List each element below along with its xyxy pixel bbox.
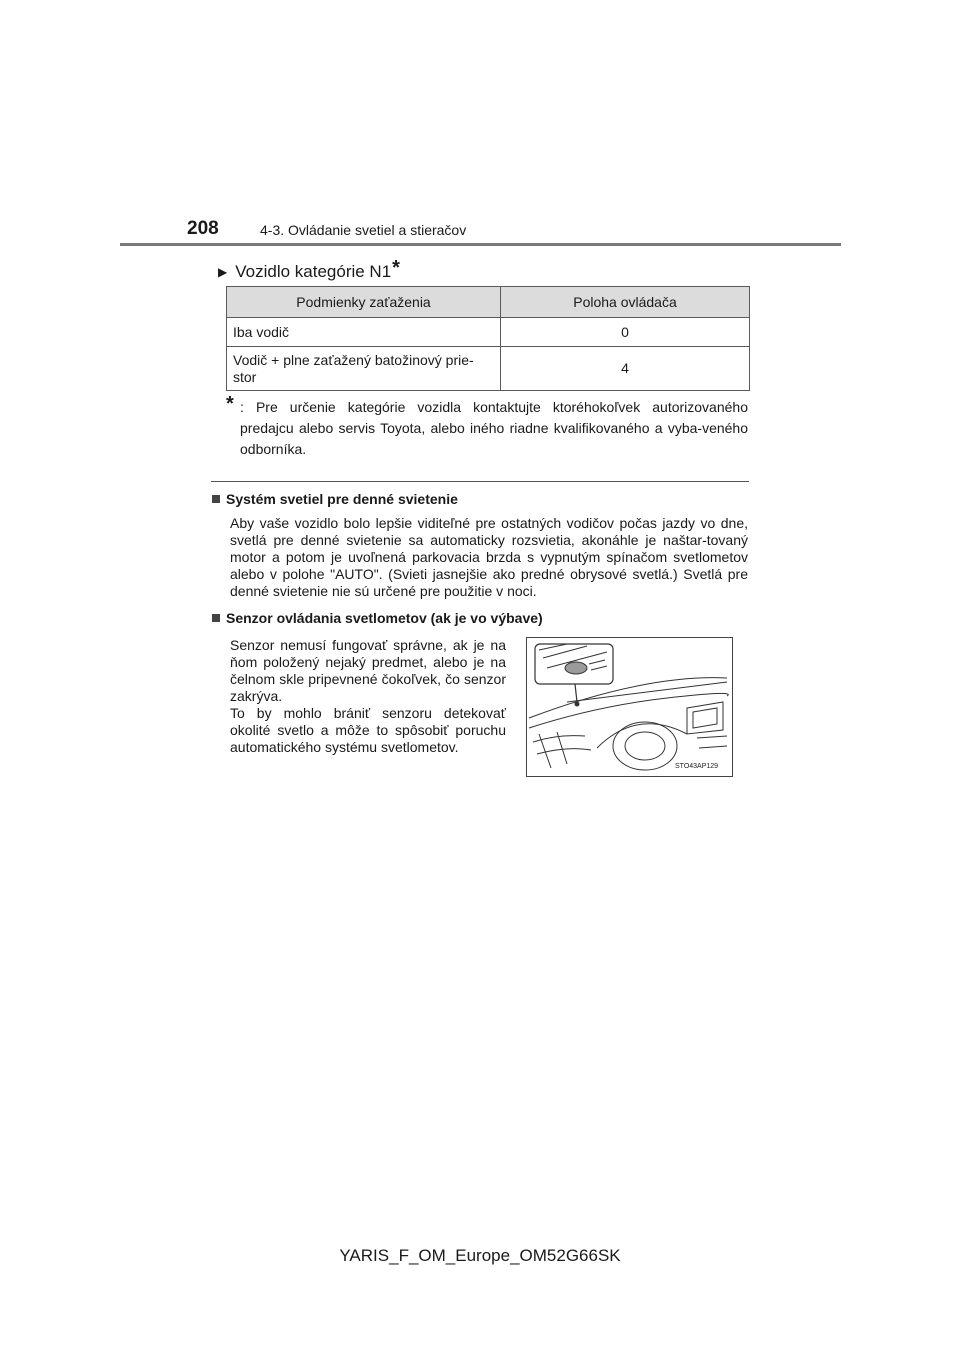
triangle-bullet-icon: ▶ xyxy=(218,265,228,279)
dashboard-sensor-drawing xyxy=(527,638,732,776)
page-number: 208 xyxy=(187,218,219,239)
section-body: Senzor nemusí fungovať správne, ak je na ňom položený nejaký predmet, alebo je na čelnom skle pripevnené čokoľvek, čo senzor zakrýva. To by mohlo brániť senzoru detekovať okolité svetlo a môže to spôsobiť poruchu automatického systému svetlometov. xyxy=(230,637,506,755)
square-bullet-icon xyxy=(212,614,220,622)
footnote-marker: * xyxy=(226,393,234,415)
illustration-code: STO43AP129 xyxy=(675,763,719,770)
table-cell-condition: Iba vodič xyxy=(227,318,501,347)
table-cell-position: 0 xyxy=(501,318,750,347)
square-bullet-icon xyxy=(212,495,220,503)
asterisk-marker: * xyxy=(392,257,400,279)
section-divider xyxy=(211,481,749,482)
table-cell-condition: Vodič + plne zaťažený batožinový prie-stor xyxy=(227,347,501,391)
chapter-title: 4-3. Ovládanie svetiel a stieračov xyxy=(260,222,467,238)
section-body: Aby vaše vozidlo bolo lepšie viditeľné pre ostatných vodičov počas jazdy vo dne, svetlá pre denné svietenie sa automaticky rozsvietia, akonáhle je naštar-tovaný motor a potom je uvoľnená parkovacia brzda s vypnutým spínačom svetlometov alebo v polohe "AUTO". (Svieti jasnejšie ako predné obrysové svetlá.) Svetlá pre denné svietenie nie sú určené pre použitie v noci. xyxy=(230,515,748,599)
table-row xyxy=(227,318,750,347)
load-table xyxy=(226,286,750,391)
table-cell-position: 4 xyxy=(501,347,750,391)
table-row xyxy=(227,347,750,391)
footnote xyxy=(226,393,748,460)
section-title: Systém svetiel pre denné svietenie xyxy=(226,491,458,507)
header-divider xyxy=(120,243,841,246)
table-header-condition: Podmienky zaťaženia xyxy=(227,287,501,318)
section-heading xyxy=(212,610,543,626)
section-heading xyxy=(212,491,458,507)
section-title: Senzor ovládania svetlometov (ak je vo výbave) xyxy=(226,610,543,626)
subsection-title: Vozidlo kategórie N1 xyxy=(235,262,392,281)
table-header-position: Poloha ovládača xyxy=(501,287,750,318)
subsection-heading xyxy=(218,257,400,282)
footer-text: YARIS_F_OM_Europe_OM52G66SK xyxy=(339,1246,621,1265)
footnote-text: : Pre určenie kategórie vozidla kontaktujte ktoréhokoľvek autorizovaného predajcu alebo servis Toyota, alebo iného riadne kvalifikovaného a vyba-veného odborníka. xyxy=(240,399,748,457)
sensor-illustration xyxy=(526,637,733,777)
